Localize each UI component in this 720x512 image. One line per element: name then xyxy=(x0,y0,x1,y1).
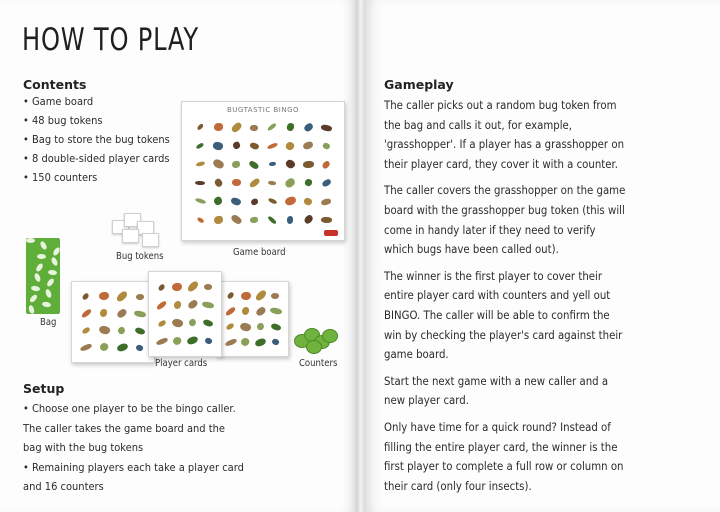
setup-line: bag with the bug tokens xyxy=(23,441,144,454)
gameplay-paragraph: The winner is the first player to cover their entire player card with counters and yell out BINGO. The caller will be able to confirm the win by checking the player's card against their game board. xyxy=(384,269,623,362)
bug-illustration xyxy=(269,162,276,167)
contents-item: • Game board xyxy=(23,92,170,111)
bag-pattern-dot xyxy=(37,254,46,259)
bag-pattern-dot xyxy=(46,278,55,288)
bug-illustration xyxy=(82,292,90,300)
bug-illustration xyxy=(117,326,127,336)
bug-illustration xyxy=(212,141,224,151)
bug-illustration xyxy=(250,198,258,205)
bug-illustration xyxy=(322,142,330,150)
counter-chip xyxy=(306,340,322,354)
bug-illustration xyxy=(256,322,266,332)
bug-illustration xyxy=(267,197,277,205)
bug-illustration xyxy=(321,160,330,169)
bug-illustration xyxy=(250,124,258,130)
publisher-logo xyxy=(324,230,338,236)
bug-illustration xyxy=(254,337,266,347)
bug-illustration xyxy=(195,161,205,167)
bug-illustration xyxy=(81,326,91,334)
caption-bug-tokens: Bug tokens xyxy=(116,251,164,262)
bag-pattern-dot xyxy=(52,246,60,256)
bug-illustration xyxy=(115,290,129,303)
gameplay-paragraph: Start the next game with a new caller and a new player card. xyxy=(384,374,609,408)
bug-illustration xyxy=(116,342,128,352)
contents-item: • 8 double-sided player cards xyxy=(23,149,170,168)
bug-illustration xyxy=(248,159,259,169)
bug-illustration xyxy=(320,123,332,131)
bug-illustration xyxy=(99,292,109,301)
bug-illustration xyxy=(173,300,182,310)
bug-illustration xyxy=(196,216,204,223)
setup-heading: Setup xyxy=(23,381,65,396)
board-title: BUGTASTIC BINGO xyxy=(226,106,300,114)
bug-illustration xyxy=(303,214,314,225)
setup-line: The caller takes the game board and the xyxy=(23,421,225,435)
book-gutter xyxy=(356,0,364,512)
bug-illustration xyxy=(230,214,243,226)
bag-pattern-dot xyxy=(29,294,39,304)
counter-chip xyxy=(322,329,338,343)
bug-illustration xyxy=(80,308,92,318)
bug-illustration xyxy=(250,217,258,223)
bug-illustration xyxy=(320,217,331,223)
bag-pattern-dot xyxy=(45,288,53,298)
bug-illustration xyxy=(239,321,252,332)
bug-illustration xyxy=(266,142,278,150)
caption-counters: Counters xyxy=(299,358,338,369)
bug-illustration xyxy=(304,179,312,187)
bug-tokens-image xyxy=(110,212,160,248)
bug-illustration xyxy=(271,292,280,299)
bug-illustration xyxy=(303,196,313,206)
page-title: HOW TO PLAY xyxy=(22,22,199,58)
bug-illustration xyxy=(267,215,277,225)
gameplay-paragraph: The caller covers the grasshopper on the game board with the grasshopper bug token (this will come in handy later if they need to verify which bugs have been called out). xyxy=(384,184,626,257)
bug-illustration xyxy=(302,161,313,168)
bug-illustration xyxy=(224,338,237,347)
bug-illustration xyxy=(213,178,223,188)
bug-illustration xyxy=(196,123,204,131)
bug-illustration xyxy=(136,293,145,300)
bug-illustration xyxy=(204,337,213,346)
bug-illustration xyxy=(171,317,184,328)
bug-illustration xyxy=(133,309,146,318)
bug-illustration xyxy=(195,180,205,185)
bug-illustration xyxy=(268,180,276,186)
setup-line: • Choose one player to be the bingo caller. xyxy=(23,402,236,415)
bug-illustration xyxy=(232,141,241,150)
bug-illustration xyxy=(267,123,278,132)
bug-illustration xyxy=(211,158,224,171)
bag-pattern-dot xyxy=(31,285,41,291)
bug-token xyxy=(142,233,159,247)
setup-list xyxy=(23,399,248,497)
bug-illustration xyxy=(284,158,296,170)
bug-illustration xyxy=(172,283,182,292)
bug-illustration xyxy=(255,306,267,317)
bug-illustration xyxy=(226,323,236,331)
bug-illustration xyxy=(187,299,199,310)
bug-illustration xyxy=(230,196,242,206)
bug-illustration xyxy=(156,300,168,310)
gameplay-text xyxy=(384,96,627,503)
caption-player-cards: Player cards xyxy=(155,358,208,369)
bug-illustration xyxy=(270,322,281,331)
bug-illustration xyxy=(213,196,223,206)
bag-pattern-dot xyxy=(39,241,48,251)
bug-illustration xyxy=(240,337,251,348)
bug-illustration xyxy=(321,198,332,205)
bug-illustration xyxy=(241,306,250,316)
bug-illustration xyxy=(232,160,241,168)
player-card-image xyxy=(71,281,155,363)
bag-pattern-dot xyxy=(42,301,52,308)
bug-illustration xyxy=(194,197,206,205)
bug-illustration xyxy=(285,141,295,151)
left-page xyxy=(0,0,356,512)
bug-illustration xyxy=(284,177,296,189)
contents-list xyxy=(23,92,170,187)
bug-illustration xyxy=(271,338,280,347)
setup-line: • Remaining players each take a player card xyxy=(23,460,244,474)
bug-illustration xyxy=(302,141,313,150)
contents-item: • Bag to store the bug tokens xyxy=(23,130,170,149)
bag-image xyxy=(26,238,60,314)
bug-illustration xyxy=(248,177,260,188)
caption-bag: Bag xyxy=(40,317,57,328)
bug-illustration xyxy=(287,216,294,224)
bug-illustration xyxy=(134,326,145,335)
caption-game-board: Game board xyxy=(233,247,286,258)
bug-illustration xyxy=(249,142,259,150)
bug-illustration xyxy=(98,325,111,336)
contents-item: • 150 counters xyxy=(23,168,170,187)
bag-pattern-dot xyxy=(26,238,35,243)
bug-illustration xyxy=(204,284,213,291)
setup-line: and 16 counters xyxy=(23,480,104,493)
player-card-image xyxy=(148,271,222,357)
bug-illustration xyxy=(135,343,144,352)
bug-illustration xyxy=(188,318,198,328)
bug-illustration xyxy=(100,309,109,319)
bug-illustration xyxy=(157,283,165,291)
game-board-image xyxy=(181,101,345,241)
bug-illustration xyxy=(172,335,183,346)
bug-illustration xyxy=(202,301,215,310)
bug-illustration xyxy=(241,291,251,300)
gameplay-paragraph: Only have time for a quick round? Instead of filling the entire player card, the winner is the first player to complete a full row or column on their card (only four insects). xyxy=(384,420,624,493)
bug-illustration xyxy=(230,121,243,133)
contents-heading: Contents xyxy=(23,77,87,92)
bug-illustration xyxy=(225,306,237,316)
bug-illustration xyxy=(155,337,168,346)
bag-pattern-dot xyxy=(48,269,57,275)
bug-illustration xyxy=(186,280,200,293)
bug-token xyxy=(122,229,139,243)
bug-illustration xyxy=(303,122,314,132)
bag-pattern-dot xyxy=(35,262,44,272)
bug-illustration xyxy=(116,308,128,319)
bug-illustration xyxy=(284,196,297,206)
bug-illustration xyxy=(157,319,167,327)
bug-illustration xyxy=(196,142,205,150)
board-bug-grid xyxy=(191,118,335,230)
bug-illustration xyxy=(254,289,268,302)
bag-pattern-dot xyxy=(28,304,35,314)
bug-illustration xyxy=(231,179,241,187)
bug-illustration xyxy=(321,178,331,187)
bag-pattern-dot xyxy=(50,257,58,267)
bug-illustration xyxy=(213,215,223,224)
bug-illustration xyxy=(98,342,109,353)
bag-pattern-dot xyxy=(33,272,41,282)
gameplay-heading: Gameplay xyxy=(384,77,454,92)
bug-illustration xyxy=(286,123,294,132)
gameplay-paragraph: The caller picks out a random bug token from the bag and calls it out, for example, 'grasshopper'. If a player has a grasshopper on their player card, they cover it with a counter. xyxy=(384,99,625,171)
bug-illustration xyxy=(269,307,282,316)
bug-illustration xyxy=(213,123,222,131)
bug-illustration xyxy=(80,343,93,352)
bug-illustration xyxy=(203,318,214,327)
player-card-image xyxy=(217,281,289,357)
bug-illustration xyxy=(226,292,234,300)
counters-image xyxy=(292,326,338,354)
bug-illustration xyxy=(187,336,199,346)
contents-item: • 48 bug tokens xyxy=(23,111,170,130)
